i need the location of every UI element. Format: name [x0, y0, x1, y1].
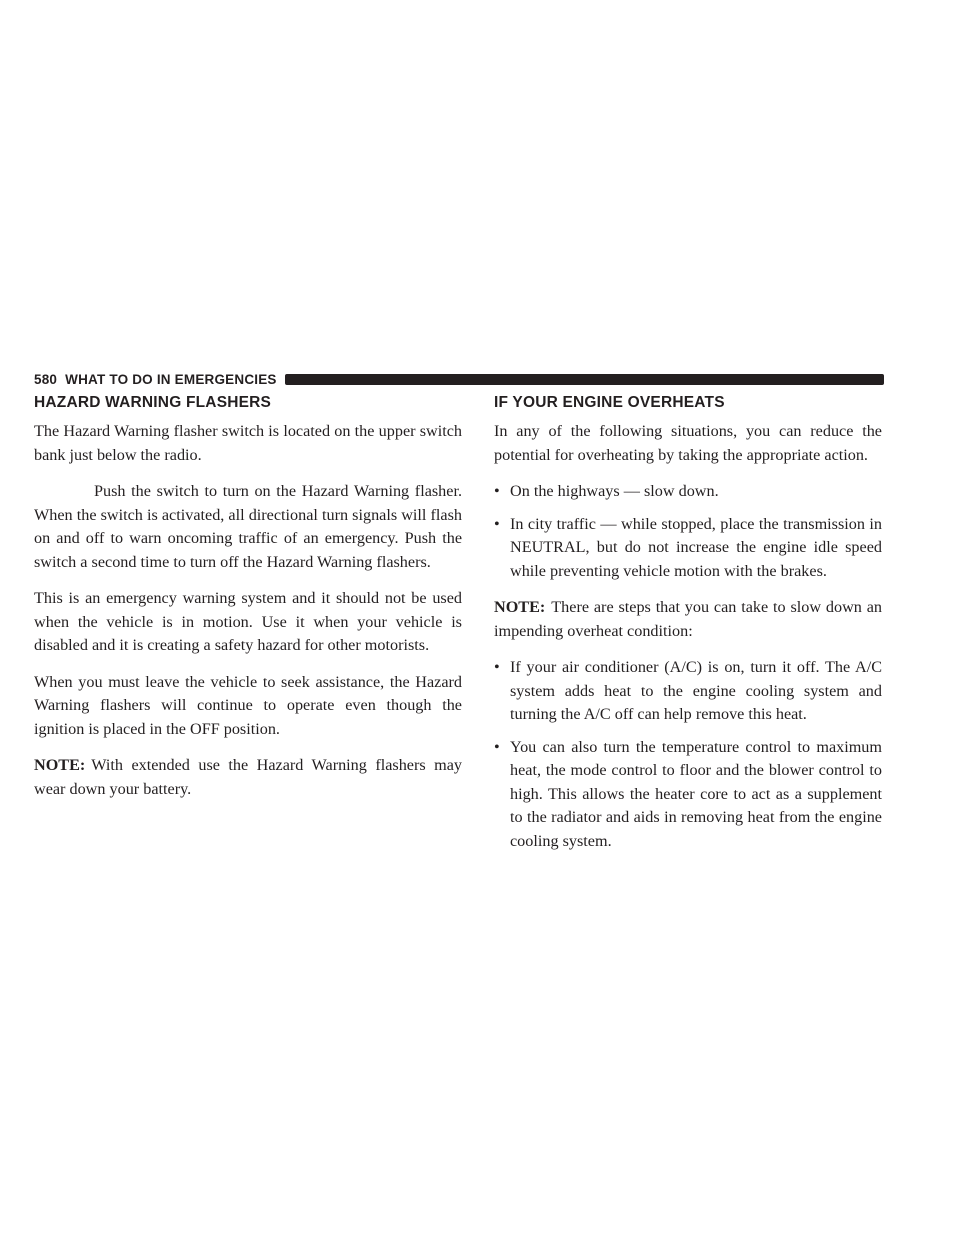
hazard-para-system: This is an emergency warning system and it should not be used when the vehicle is in motion. Use it when your vehicle is disabled and it is creating a safety hazard for other motorists.	[34, 589, 462, 654]
note-text: With extended use the Hazard Warning flashers may wear down your battery.	[34, 756, 462, 798]
hazard-note	[34, 754, 462, 801]
header-rule	[285, 374, 884, 385]
bullet-icon: •	[494, 514, 500, 533]
hazard-para-location: The Hazard Warning flasher switch is located on the upper switch bank just below the radio.	[34, 422, 462, 464]
list-item: • You can also turn the temperature control to maximum heat, the mode control to floor and the blower control to high. This allows the heater core to act as a supplement to the radiator and aids in removing heat from the engine cooling system.	[494, 737, 882, 850]
page-header	[34, 370, 884, 388]
note-text: There are steps that you can take to slow down an impending overheat condition:	[494, 598, 882, 640]
bullet-icon: •	[494, 482, 500, 500]
overheat-note	[494, 596, 882, 643]
list-item: • In city traffic — while stopped, place the transmission in NEUTRAL, but do not increase the engine idle speed while preventing vehicle motion with the brakes.	[494, 514, 882, 580]
hazard-para-push: Push the switch to turn on the Hazard Warning flasher. When the switch is activated, all directional turn signals will flash on and off to warn oncoming traffic of an emergency. Push the switch a second time to turn off the Hazard Warning flashers.	[34, 482, 462, 571]
overheat-intro: In any of the following situations, you can reduce the potential for overheating by taking the appropriate action.	[494, 422, 882, 464]
hazard-para-leave: When you must leave the vehicle to seek assistance, the Hazard Warning flashers will continue to operate even though the ignition is placed in the OFF position.	[34, 672, 462, 738]
page-number: 580	[34, 371, 58, 387]
list-item: • If your air conditioner (A/C) is on, turn it off. The A/C system adds heat to the engine cooling system and turning the A/C off can help remove this heat.	[494, 658, 882, 723]
overheat-steps-list	[494, 656, 882, 853]
note-label: NOTE:	[34, 756, 86, 774]
bullet-icon: •	[494, 737, 500, 756]
left-column	[34, 394, 462, 814]
bullet-icon: •	[494, 658, 500, 676]
note-label: NOTE:	[494, 598, 546, 616]
right-column	[494, 394, 882, 866]
overheat-actions-list	[494, 480, 882, 583]
list-item: • On the highways — slow down.	[494, 480, 882, 504]
overheat-heading: IF YOUR ENGINE OVERHEATS	[494, 394, 725, 411]
hazard-heading: HAZARD WARNING FLASHERS	[34, 394, 272, 411]
section-title: WHAT TO DO IN EMERGENCIES	[65, 371, 277, 387]
